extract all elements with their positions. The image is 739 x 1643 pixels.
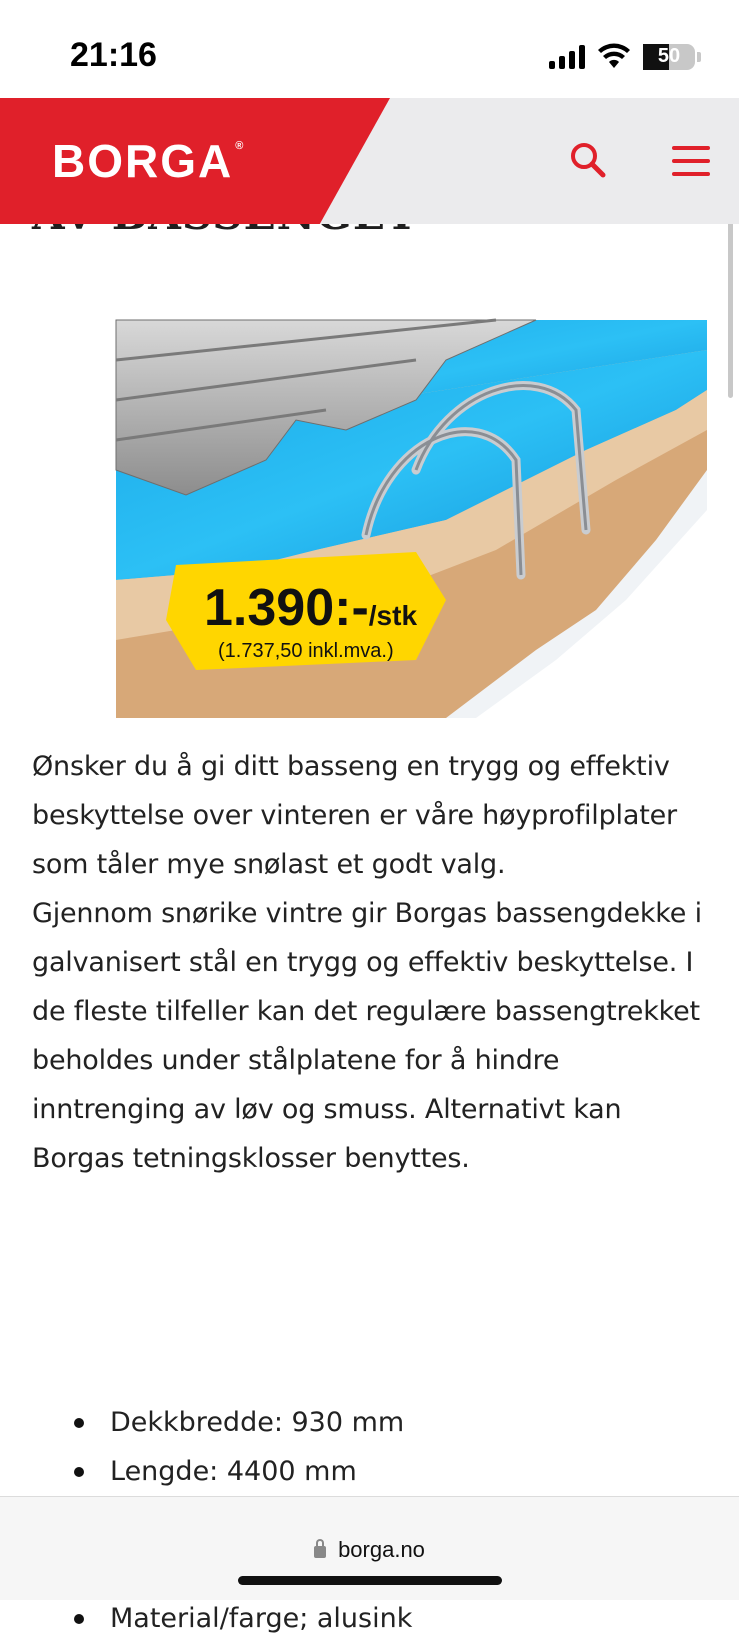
page-heading: [32, 224, 532, 244]
status-time: 21:16: [70, 36, 157, 74]
description-paragraph: Ønsker du å gi ditt basseng en trygg og effektiv beskyttelse over vinteren er våre høyprofilplater som tåler mye snølast et godt valg.: [32, 751, 677, 880]
wifi-icon: [597, 44, 631, 70]
price-unit: /stk: [368, 600, 418, 631]
lock-icon: [314, 1546, 326, 1558]
product-image: [116, 320, 707, 718]
cellular-signal-icon: [549, 45, 585, 69]
description-paragraph: Gjennom snørike vintre gir Borgas bassengdekke i galvanisert stål en trygg og effektiv beskyttelse. I de fleste tilfeller kan det regulære bassengtrekket beholdes under stålplatene for å hindre inntrenging av løv og smuss. Alternativt kan Borgas tetningsklosser benyttes.: [32, 898, 702, 1174]
spec-item: Dekkbredde: 930 mm: [32, 1398, 712, 1447]
price-value: 1.390:-: [204, 579, 369, 637]
page-scrollbar[interactable]: [728, 218, 733, 398]
price-label: [204, 578, 417, 638]
url-display[interactable]: [0, 1537, 739, 1563]
battery-icon: [643, 44, 695, 70]
site-header: [0, 98, 739, 224]
price-incl-vat: (1.737,50 inkl.mva.): [218, 640, 394, 662]
logo-text: BORGA: [52, 135, 234, 187]
hamburger-menu-icon[interactable]: [672, 146, 710, 178]
pool-scene: [116, 320, 707, 718]
url-text: borga.no: [338, 1537, 425, 1562]
status-bar: [0, 0, 739, 98]
borga-logo[interactable]: [52, 134, 245, 188]
product-description: [32, 742, 712, 1183]
status-icons: [549, 44, 701, 70]
battery-level: 50: [657, 45, 681, 67]
battery-tip: [697, 52, 701, 62]
spec-item: Lengde: 4400 mm: [32, 1447, 712, 1496]
spec-item: Material/farge; alusink: [32, 1594, 712, 1643]
home-indicator[interactable]: [238, 1576, 502, 1585]
search-icon[interactable]: [568, 140, 608, 180]
logo-registered-mark: ®: [235, 140, 246, 152]
